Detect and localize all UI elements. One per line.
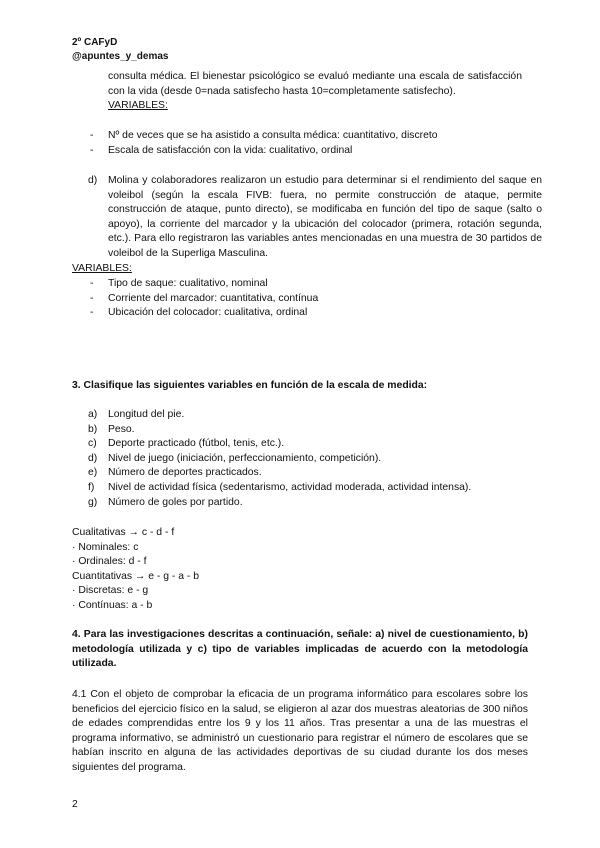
list-item — [88, 452, 528, 467]
answer-line: Cualitativas → c - d - f — [72, 527, 175, 538]
item-text: Número de deportes practicados. — [108, 467, 262, 479]
item-label: e) — [88, 467, 98, 479]
section-4-1-paragraph: 4.1 Con el objeto de comprobar la eficacia de un programa informático para escolares sobre los beneficios del ejercicio físico en la salud, se eligieron al azar dos muestras aleatorias de 300 niños de edades comprendidas entre los 9 y los 11 años. Tras presentar a una de las muestras el programa informativo, se administró un cuestionario para registrar el número de escolares que se habían inscrito en alguna de las actividades deportivas de su ciudad durante los dos meses siguientes del programa. — [72, 689, 528, 773]
list-item: - Corriente del marcador: cuantitativa, contínua — [88, 292, 528, 307]
answer-line: · Ordinales: d - f — [72, 556, 147, 568]
section-4-title: 4. Para las investigaciones descritas a continuación, señale: a) nivel de cuestionamiento, b) metodología utilizada y c) tipo de variables implicadas de acuerdo con la metodología utilizada. — [72, 629, 528, 670]
item-label: b) — [88, 423, 98, 435]
item-label: g) — [88, 496, 98, 508]
list-item — [88, 437, 528, 452]
item-text: Deporte practicado (fútbol, tenis, etc.). — [108, 438, 285, 450]
intro-paragraph: consulta médica. El bienestar psicológico se evaluó mediante una escala de satisfacción con la vida (desde 0=nada satisfecho hasta 10=completamente satisfecho). — [108, 71, 522, 97]
list-item — [88, 481, 528, 496]
item-label: f) — [88, 481, 95, 493]
item-d — [88, 174, 542, 262]
list-item: - Ubicación del colocador: cualitativa, ordinal — [88, 306, 528, 321]
list-item — [88, 496, 528, 511]
list-item: - Tipo de saque: cualitativo, nominal — [88, 277, 528, 292]
answer-line: · Contínuas: a - b — [72, 599, 153, 611]
variables-heading: VARIABLES: — [108, 100, 168, 112]
section-3-title: 3. Clasifique las siguientes variables en función de la escala de medida: — [72, 380, 428, 391]
section-3-list — [88, 408, 528, 510]
item-text: Número de goles por partido. — [108, 496, 243, 508]
item-text: Peso. — [108, 423, 135, 435]
section-3-answer — [72, 526, 199, 614]
answer-line: · Nominales: c — [72, 541, 139, 553]
page-header — [72, 36, 168, 64]
answer-line: · Discretas: e - g — [72, 585, 149, 597]
intro-block — [108, 70, 522, 114]
list-item — [88, 408, 528, 423]
item-label: d) — [88, 452, 98, 464]
item-text: Nivel de juego (iniciación, perfeccionamiento, competición). — [108, 452, 382, 464]
course-label: 2º CAFyD — [72, 37, 118, 48]
item-label: d) — [88, 175, 98, 186]
answer-line: Cuantitativas → e - g - a - b — [72, 570, 200, 582]
list-item: - Escala de satisfacción con la vida: cualitativo, ordinal — [88, 144, 528, 159]
intro-variables-list — [88, 129, 528, 158]
author-handle: @apuntes_y_demas — [72, 51, 169, 62]
variables-heading: VARIABLES: — [72, 263, 132, 274]
item-label: c) — [88, 438, 97, 450]
list-item — [88, 423, 528, 438]
item-label: a) — [88, 409, 98, 420]
item-d-paragraph: Molina y colaboradores realizaron un estudio para determinar si el rendimiento del saque en voleibol (según la escala FIVB: fuera, no permite construcción de ataque, permite construcción de ataque, punto directo), se modificaba en función del tipo de saque (salto o apoyo), la corriente del marcador y la ubicación del colocador (primera, rotación segunda, etc.). Para ello registraron las variables antes mencionadas en una muestra de 30 partidos de voleibol de la Superliga Masculina. — [108, 175, 542, 259]
page-number: 2 — [72, 799, 78, 810]
list-item: - Nº de veces que se ha asistido a consulta médica: cuantitativo, discreto — [88, 129, 528, 144]
list-item — [88, 466, 528, 481]
item-text: Longitud del pie. — [108, 409, 185, 420]
item-text: Nivel de actividad física (sedentarismo, actividad moderada, actividad intensa). — [108, 481, 472, 493]
item-d-variables-list — [88, 277, 528, 321]
